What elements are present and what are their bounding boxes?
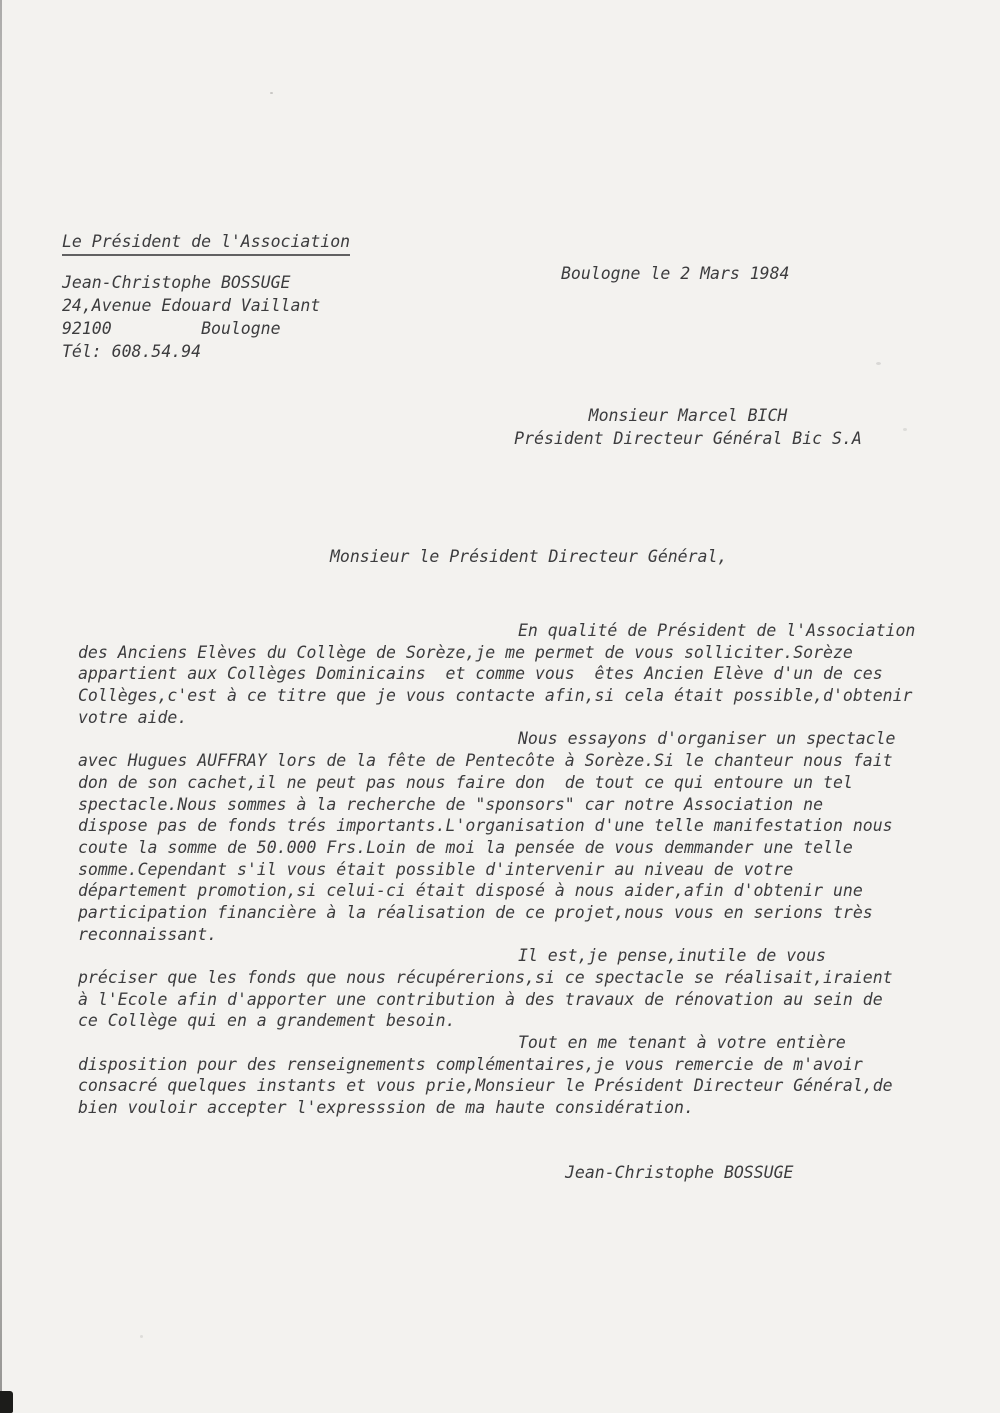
recipient-title: Président Directeur Général Bic S.A <box>514 429 862 448</box>
sender-address-city: 92100 Boulogne <box>62 319 281 338</box>
sender-title: Le Président de l'Association <box>62 230 350 256</box>
body-line: disposition pour des renseignements complémentaires,je vous remercie de m'avoir <box>78 1054 863 1074</box>
body-line: don de son cachet,il ne peut pas nous faire don de tout ce qui entoure un tel <box>78 772 853 792</box>
body-line: à l'Ecole afin d'apporter une contribution à des travaux de rénovation au sein de <box>78 989 883 1009</box>
body-line: Il est,je pense,inutile de vous <box>518 946 826 966</box>
letter-body <box>78 620 938 1119</box>
body-line: votre aide. <box>78 707 188 727</box>
sender-name: Jean-Christophe BOSSUGE <box>62 273 291 292</box>
scan-corner-mark <box>0 1391 13 1413</box>
body-line: En qualité de Président de l'Association <box>518 621 916 640</box>
body-line: des Anciens Elèves du Collège de Sorèze,je me permet de vous solliciter.Sorèze <box>78 642 853 662</box>
body-line: somme.Cependant s'il vous était possible d'intervenir au niveau de votre <box>78 859 794 879</box>
salutation: Monsieur le Président Directeur Général, <box>330 547 728 566</box>
body-line: Tout en me tenant à votre entière <box>518 1033 846 1053</box>
recipient-block <box>510 404 866 450</box>
scan-speck <box>140 1335 143 1338</box>
body-line: préciser que les fonds que nous récupérerions,si ce spectacle se réalisait,iraient <box>78 968 893 987</box>
body-line: département promotion,si celui-ci était disposé à nous aider,afin d'obtenir une <box>78 881 863 901</box>
sender-block <box>62 230 350 363</box>
sender-phone: Tél: 608.54.94 <box>62 342 202 361</box>
body-line: reconnaissant. <box>78 924 218 944</box>
body-line: avec Hugues AUFFRAY lors de la fête de Pentecôte à Sorèze.Si le chanteur nous fait <box>78 751 893 771</box>
signature: Jean-Christophe BOSSUGE <box>565 1163 794 1182</box>
body-line: Nous essayons d'organiser un spectacle <box>518 729 896 749</box>
body-line: consacré quelques instants et vous prie,Monsieur le Président Directeur Général,de <box>78 1076 893 1096</box>
body-line: coute la somme de 50.000 Frs.Loin de moi la pensée de vous demmander une telle <box>78 837 853 857</box>
body-line: appartient aux Collèges Dominicains et comme vous êtes Ancien Elève d'un de ces <box>78 664 883 684</box>
date-line: Boulogne le 2 Mars 1984 <box>561 264 790 283</box>
scan-speck <box>270 92 273 94</box>
body-line: ce Collège qui en a grandement besoin. <box>78 1011 456 1031</box>
sender-address-street: 24,Avenue Edouard Vaillant <box>62 296 321 315</box>
scan-edge-artifact <box>0 0 2 1413</box>
scan-speck <box>876 362 881 365</box>
body-line: spectacle.Nous sommes à la recherche de "sponsors" car notre Association ne <box>78 794 824 814</box>
body-line: dispose pas de fonds trés importants.L'organisation d'une telle manifestation nous <box>78 816 893 836</box>
recipient-name: Monsieur Marcel BICH <box>588 406 788 425</box>
scan-speck <box>903 428 907 431</box>
body-line: Collèges,c'est à ce titre que je vous contacte afin,si cela était possible,d'obtenir <box>78 686 913 706</box>
body-line: participation financière à la réalisation de ce projet,nous vous en serions très <box>78 902 873 922</box>
body-line: bien vouloir accepter l'expresssion de ma haute considération. <box>78 1098 694 1118</box>
